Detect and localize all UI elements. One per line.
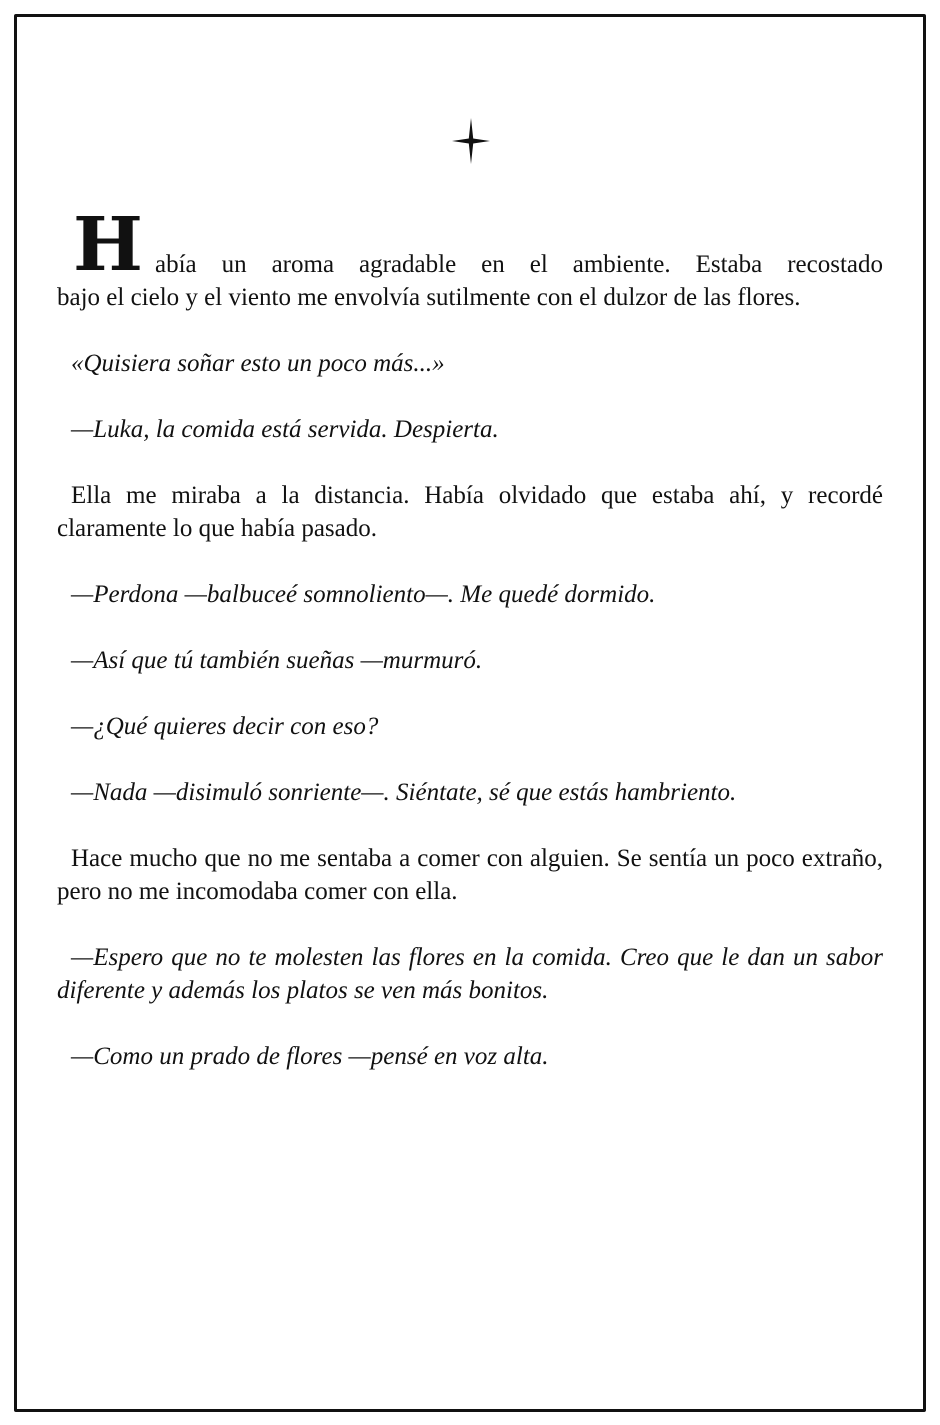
opening-paragraph [57,202,883,314]
paragraph-dialogue: —Así que tú también sueñas —murmuró. [71,647,483,674]
paragraph-dialogue: —Nada —disimuló sonriente—. Siéntate, sé que estás hambriento. [71,779,737,806]
drop-cap: H [73,202,141,288]
paragraph-dialogue: —Perdona —balbuceé somnoliento—. Me quedé dormido. [71,581,656,608]
paragraph-narration: Ella me miraba a la distancia. Había olvidado que estaba ahí, y recordé claramente lo que había pasado. [57,482,883,542]
paragraph-dialogue: —Luka, la comida está servida. Despierta. [71,416,499,443]
four-point-star-icon [452,118,490,164]
paragraph-narration: Hace mucho que no me sentaba a comer con alguien. Se sentía un poco extraño, pero no me incomodaba comer con ella. [57,845,883,905]
paragraph-dialogue: —¿Qué quieres decir con eso? [71,713,379,740]
paragraph-thought: «Quisiera soñar esto un poco más...» [71,350,445,377]
story-text [57,202,883,1106]
opening-line: abía un aroma agradable en el ambiente. Estaba recostado [155,251,883,278]
paragraph-dialogue: —Espero que no te molesten las flores en la comida. Creo que le dan un sabor diferente y además los platos se ven más bonitos. [57,944,883,1004]
paragraph-dialogue: —Como un prado de flores —pensé en voz alta. [71,1043,549,1070]
opening-continuation: bajo el cielo y el viento me envolvía sutilmente con el dulzor de las flores. [57,284,801,311]
